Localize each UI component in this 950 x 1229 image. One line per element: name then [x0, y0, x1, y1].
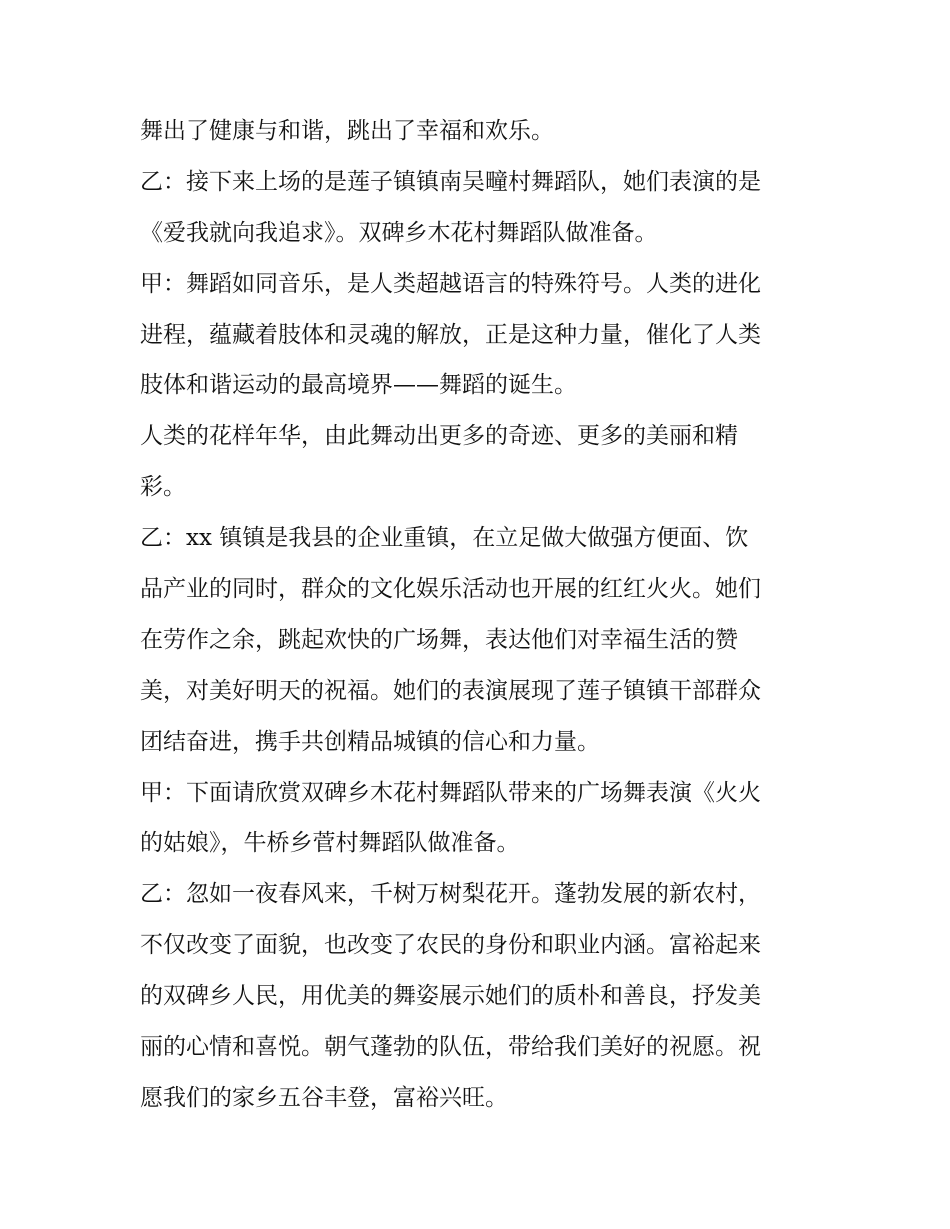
text-line: 愿我们的家乡五谷丰登，富裕兴旺。 [140, 1084, 508, 1111]
text-line: 《爱我就向我追求》。双碑乡木花村舞蹈队做准备。 [140, 219, 658, 246]
text-line: 肢体和谐运动的最高境界——舞蹈的诞生。 [140, 372, 577, 399]
text-line: 美，对美好明天的祝福。她们的表演展现了莲子镇镇干部群众 [140, 677, 761, 704]
text-line: 乙：接下来上场的是莲子镇镇南吴疃村舞蹈队，她们表演的是 [140, 168, 761, 195]
text-line: 团结奋进，携手共创精品城镇的信心和力量。 [140, 728, 600, 755]
text-line: 甲：下面请欣赏双碑乡木花村舞蹈队带来的广场舞表演《火火 [140, 779, 761, 806]
text-line: 的双碑乡人民，用优美的舞姿展示她们的质朴和善良，抒发美 [140, 983, 761, 1010]
document-body [140, 106, 820, 1124]
text-line: 甲：舞蹈如同音乐，是人类超越语言的特殊符号。人类的进化 [140, 270, 761, 297]
text-line: 在劳作之余，跳起欢快的广场舞，表达他们对幸福生活的赞 [140, 626, 738, 653]
text-line: 的姑娘》，牛桥乡菅村舞蹈队做准备。 [140, 830, 520, 857]
text-line: 品产业的同时，群众的文化娱乐活动也开展的红红火火。她们 [140, 576, 761, 603]
text-line: 人类的花样年华，由此舞动出更多的奇迹、更多的美丽和精 [140, 423, 738, 450]
text-line: 乙：xx 镇镇是我县的企业重镇，在立足做大做强方便面、饮 [140, 525, 749, 552]
text-line: 丽的心情和喜悦。朝气蓬勃的队伍，带给我们美好的祝愿。祝 [140, 1034, 761, 1061]
text-line: 不仅改变了面貌，也改变了农民的身份和职业内涵。富裕起来 [140, 932, 761, 959]
text-line: 彩。 [140, 474, 186, 501]
text-line: 舞出了健康与和谐，跳出了幸福和欢乐。 [140, 118, 554, 144]
text-line: 乙：忽如一夜春风来，千树万树梨花开。蓬勃发展的新农村， [140, 881, 761, 908]
text-line: 进程，蕴藏着肢体和灵魂的解放，正是这种力量，催化了人类 [140, 321, 761, 348]
